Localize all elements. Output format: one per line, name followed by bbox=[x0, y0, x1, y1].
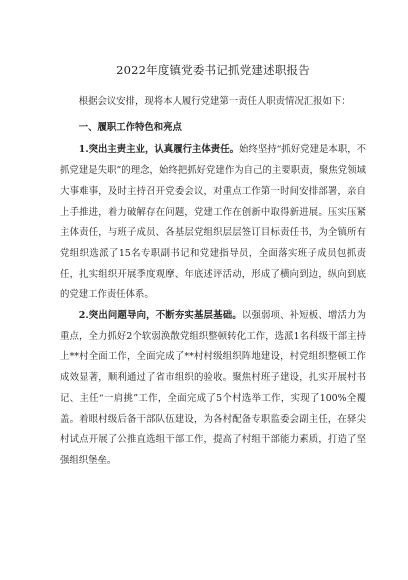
spacer bbox=[60, 113, 366, 116]
section-heading: 一、履职工作特色和亮点 bbox=[78, 121, 182, 133]
item-1-paragraph bbox=[60, 140, 366, 306]
item-1-lead: 1.突出主责主业，认真履行主体责任。 bbox=[78, 144, 240, 156]
item-2-paragraph bbox=[60, 306, 366, 472]
document-title: 2022年度镇党委书记抓党建述职报告 bbox=[116, 63, 310, 77]
item-2-lead: 2.突出问题导向，不断夯实基层基础。 bbox=[78, 310, 242, 322]
intro-paragraph: 根据会议安排，现将本人履行党建第一责任人职责情况汇报如下： bbox=[78, 96, 351, 107]
item-2-body: 以强弱项、补短板、增活力为重点，全力抓好2个软弱涣散党组织整顿转化工作，选派1名科级干部主持上**村全面工作，全面完成了**村村级组织阵地建设，村党组织整顿工作成效显著，顺利通过了省市组织的验收。聚焦村班子建设，扎实开展村书记、主任“一肩挑”工作，全面完成了5个村选举工作，实现了100%全覆盖。着眼村级后备干部队伍建设，为各村配备专职监委会副主任，在驿尖村试点开展了公推直选组干部工作，提高了村组干部能力素质，打造了坚强组织堡垒。 bbox=[60, 310, 366, 466]
item-1-body: 始终坚持“抓好党建是本职，不抓党建是失职”的理念，始终把抓好党建作为自己的主要职责，聚焦党领域大事难事，及时主持召开党委会议，对重点工作第一时间安排部署，亲自上手推进，着力破解存在问题，党建工作在创新中取得新进展。压实压紧主体责任，与班子成员、各基层党组织层层签订目标责任书，为全镇所有党组织选派了15名专职副书记和党建指导员，全面落实班子成员包抓责任，扎实组织开展季度观摩、年底述评活动，形成了横向到边，纵向到底的党建工作责任体系。 bbox=[60, 144, 367, 301]
